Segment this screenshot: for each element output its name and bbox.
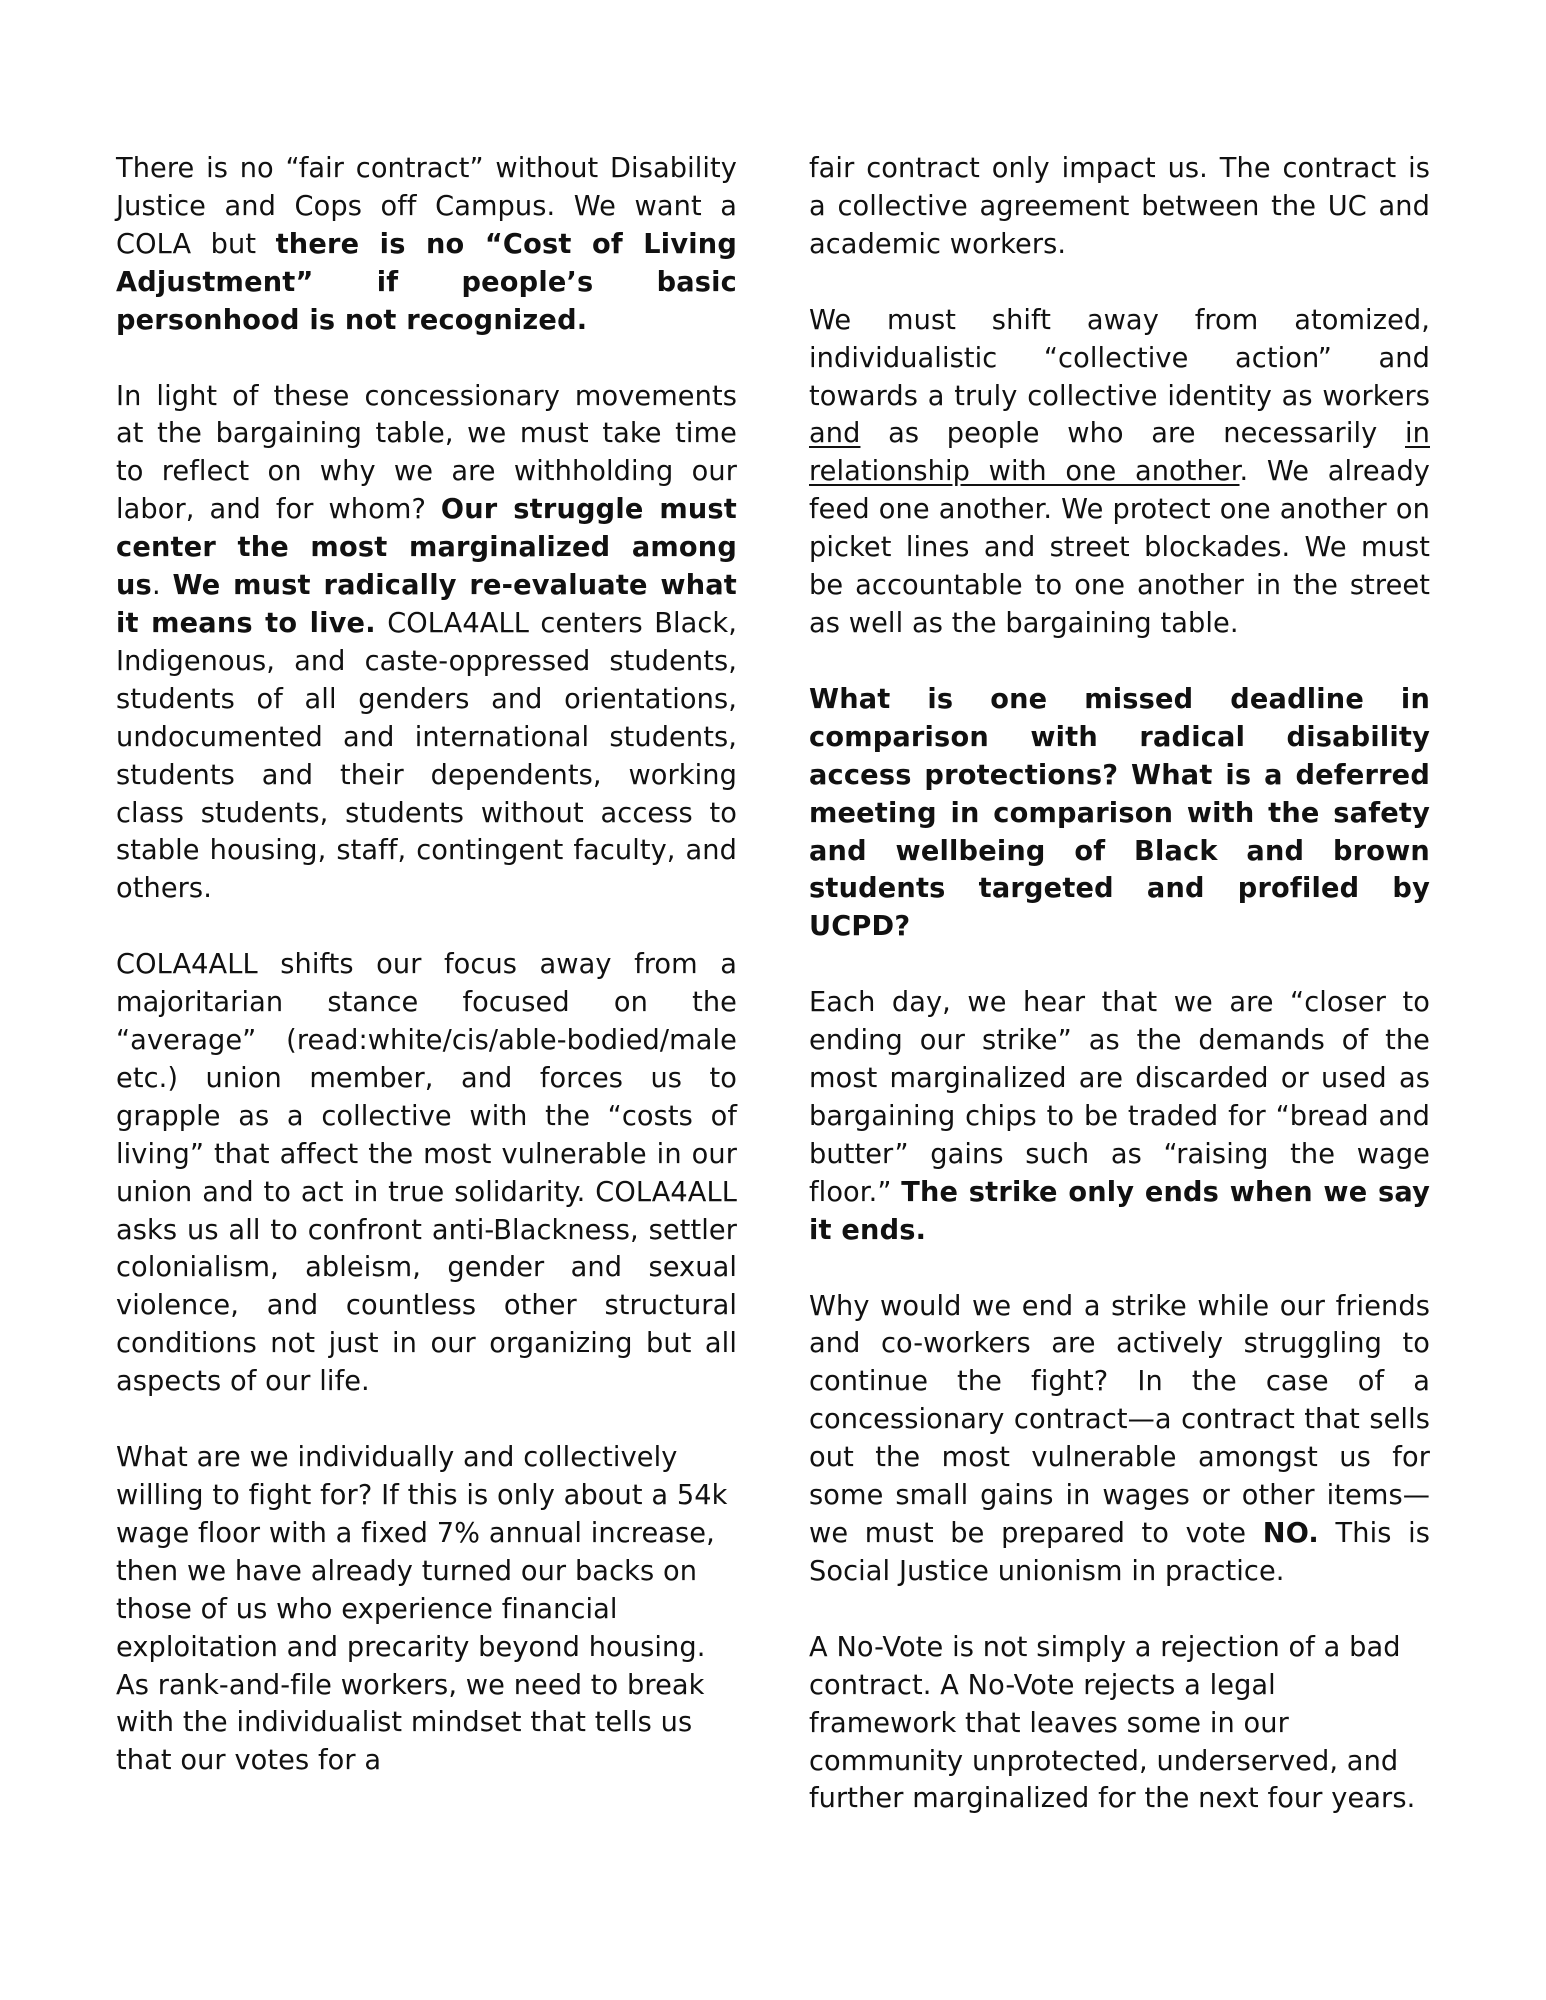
paragraph-concessionary-movements [116,378,737,909]
paragraph-collective-agreement [809,150,1430,264]
text-span: as people who are necessarily [860,418,1405,450]
text-span: In light of these concessionary movements at the bargaining table, we must take time to reflect on why we are withholding our labor, and for whom? [116,380,737,526]
bold-text: there is no “Cost of Living Adjustment” if people’s basic personhood is not recognized. [116,228,737,336]
text-span: . [151,570,173,602]
paragraph-vote-no [809,1288,1430,1591]
text-span: Each day, we hear that we are “closer to ending our strike” as the demands of the most marginalized are discarded or used as bargaining chips to be traded for “bread and butter” gains such as “raising the wage floor.” [809,987,1430,1208]
underlined-text: in relationship with one another [809,418,1430,488]
left-column [116,150,737,1818]
text-span: What are we individually and collectively willing to fight for? If this is only about a 54k wage floor with a fixed 7% annual increase, then we have already turned our backs on those of us who experience financial exploitation and precarity beyond housing. As rank-and-file workers, we need to break with the individualist mindset that tells us that our votes for a [116,1442,728,1777]
text-span: COLA4ALL shifts our focus away from a majoritarian stance focused on the “average” (read:white/cis/able-bodied/male etc.) union member, and forces us to grapple as a collective with the “costs of living” that affect the most vulnerable in our union and to act in true solidarity. COLA4ALL asks us all to confront anti-Blackness, settler colonialism, ableism, gender and sexual violence, and countless other structural conditions not just in our organizing but all aspects of our life. [116,949,737,1398]
underlined-text: and [809,418,861,450]
text-span: . We already feed one another. We protect one another on picket lines and street blockades. We must be accountable to one another in the street as well as the bargaining table. [809,456,1430,639]
bold-text: What is one missed deadline in comparison with radical disability access protections? What is a deferred meeting in comparison with the safety and wellbeing of Black and brown students targeted and profiled by UCPD? [809,683,1430,943]
bold-text: The strike only ends when we say it ends. [809,1176,1430,1246]
text-span: A No-Vote is not simply a rejection of a bad contract. A No-Vote rejects a legal framework that leaves some in our community unprotected, underserved, and further marginalized for the next four years. [809,1631,1416,1815]
paragraph-collective-identity [809,302,1430,643]
paragraph-cola4all-shifts [116,946,737,1401]
bold-text: Our struggle must center the most marginalized among us [116,494,737,602]
bold-text: NO. [1262,1518,1319,1549]
text-span: There is no “fair contract” without Disability Justice and Cops off Campus. We want a COLA but [116,153,737,260]
paragraph-fight-for [116,1439,737,1780]
text-span: We must shift away from atomized, individualistic “collective action” and towards a truly collective identity as workers [809,304,1430,412]
right-column [809,150,1430,1856]
text-span: This is Social Justice unionism in practice. [809,1518,1431,1587]
paragraph-closer-to-ending [809,984,1430,1249]
text-span: COLA4ALL centers Black, Indigenous, and caste-oppressed students, students of all genders and orientations, undocumented and international students, students and their dependents, working class students, students without access to stable housing, staff, contingent faculty, and others. [116,607,737,905]
bold-text: We must radically re-evaluate what it means to live. [116,570,737,639]
paragraph-missed-deadline [809,681,1430,946]
paragraph-fair-contract [116,150,737,340]
text-span: Why would we end a strike while our friends and co-workers are actively struggling to continue the fight? In the case of a concessionary contract—a contract that sells out the most vulnerable amongst us for some small gains in wages or other items—we must be prepared to vote [809,1290,1430,1549]
text-span: fair contract only impact us. The contract is a collective agreement between the UC and academic workers. [809,153,1430,260]
paragraph-no-vote [809,1629,1430,1819]
